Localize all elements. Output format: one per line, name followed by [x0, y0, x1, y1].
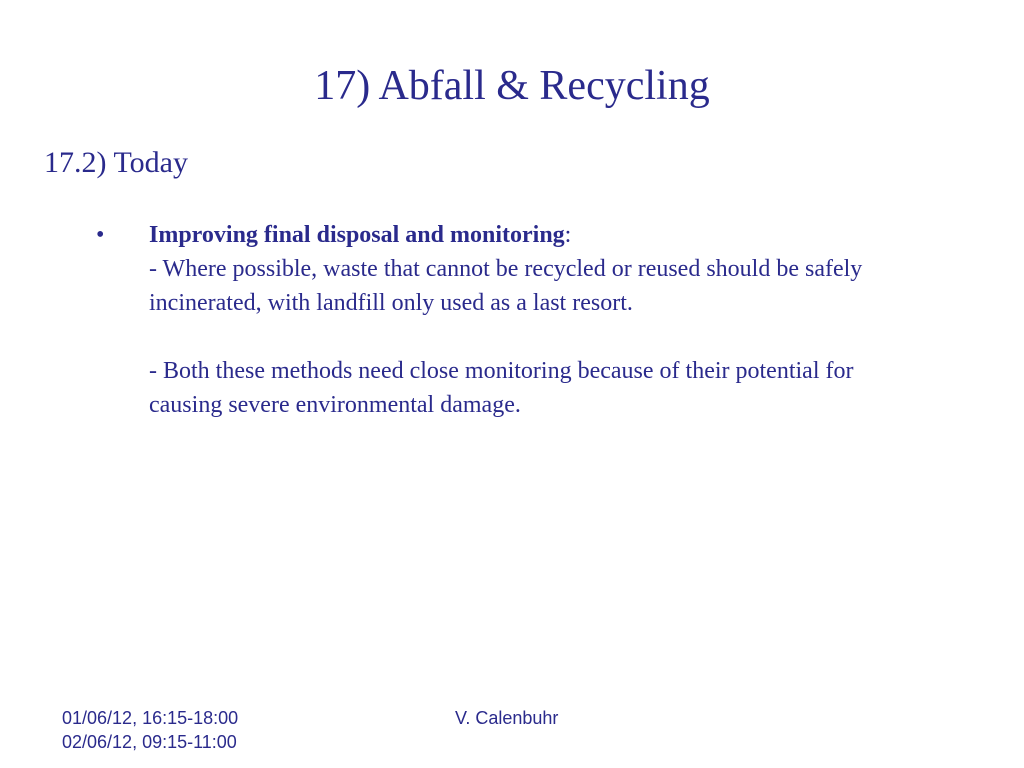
bullet-paragraph-2: - Both these methods need close monitoring because of their potential for causing severe environmental damage.: [149, 358, 854, 418]
footer-date: [62, 706, 238, 754]
footer-date-line-1: 01/06/12, 16:15-18:00: [62, 708, 239, 728]
bullet-body: [149, 218, 869, 422]
bullet-heading-line: [149, 218, 869, 252]
bullet-heading-colon: :: [564, 222, 572, 248]
bullet-heading: Improving final disposal and monitoring: [149, 222, 565, 248]
slide-subtitle: 17.2) Today: [44, 146, 188, 179]
footer-date-line-2: 02/06/12, 09:15-11:00: [62, 732, 237, 752]
paragraph-spacer: [149, 320, 869, 354]
footer-author: V. Calenbuhr: [455, 708, 559, 728]
slide-title: 17) Abfall & Recycling: [314, 63, 710, 109]
bullet-paragraph-1: - Where possible, waste that cannot be recycled or reused should be safely incinerated, with landfill only used as a last resort.: [149, 256, 863, 316]
bullet-icon: •: [96, 222, 105, 248]
